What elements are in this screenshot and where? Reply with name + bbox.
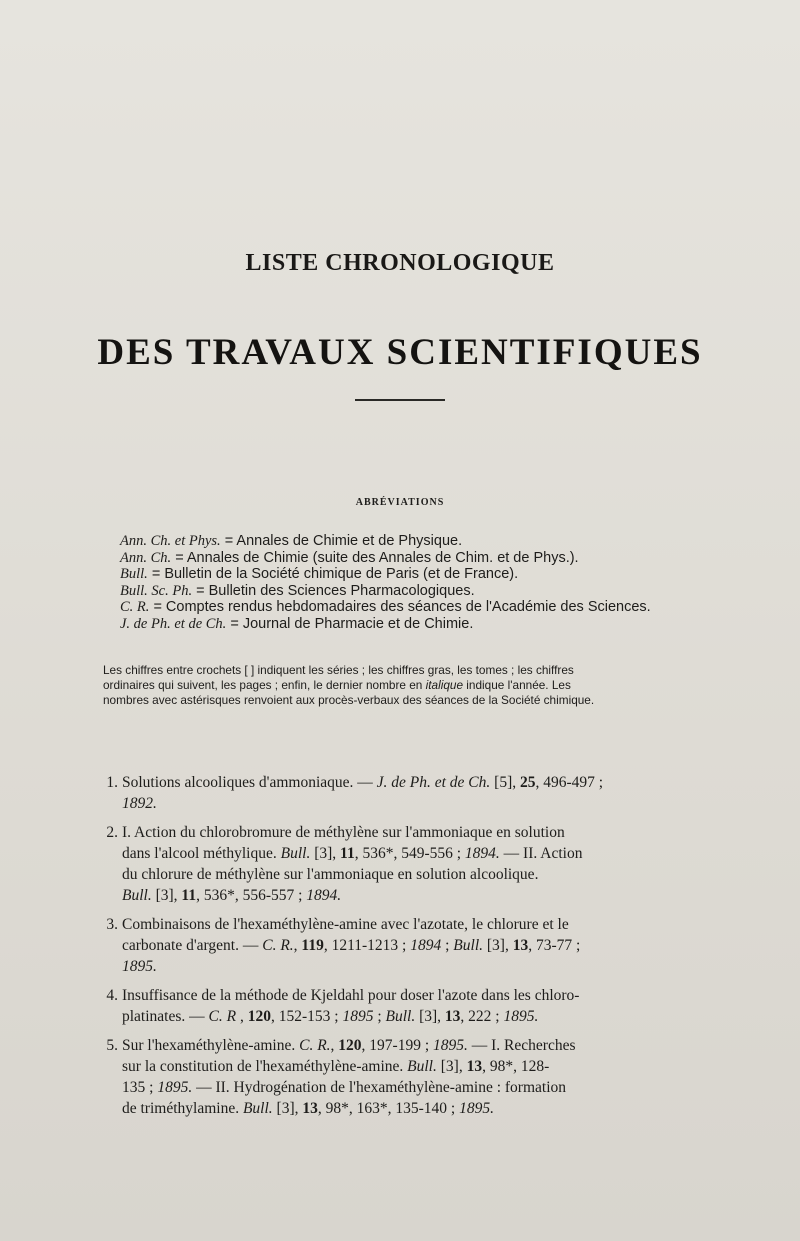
ref-text: platinates. — — [122, 1008, 209, 1025]
abbreviation-entry — [120, 599, 700, 616]
reference-number: 5. — [106, 1037, 118, 1054]
ref-text: , — [293, 937, 302, 954]
ref-text: , 536*, 556-557 ; — [196, 887, 307, 904]
ref-text: , 73-77 ; — [528, 937, 581, 954]
reference-line — [122, 793, 686, 814]
ref-volume: 11 — [181, 887, 197, 904]
ref-year: 1895. — [157, 1079, 193, 1096]
note-italic-word: italique — [425, 678, 464, 692]
reference-line: Combinaisons de l'hexaméthylène-amine avec l'azotate, le chlorure et le — [122, 916, 569, 933]
abbreviation-meaning: = Comptes rendus hebdomadaires des séances de l'Académie des Sciences. — [153, 599, 651, 615]
ref-journal: C. R. — [299, 1037, 331, 1054]
reference-item — [96, 822, 686, 906]
title-line-2: DES TRAVAUX SCIENTIFIQUES — [97, 331, 703, 373]
ref-text: , — [236, 1008, 248, 1025]
ref-year: 1892. — [122, 795, 157, 812]
ref-journal: C. R — [208, 1008, 237, 1025]
reference-line: du chlorure de méthylène sur l'ammoniaque en solution alcoolique. — [122, 866, 539, 883]
ref-text: , 222 ; — [460, 1008, 504, 1025]
ref-journal: Bull. — [242, 1100, 273, 1117]
reference-line — [122, 843, 686, 864]
reference-line — [122, 1077, 686, 1098]
ref-text: [3], — [415, 1008, 445, 1025]
abbreviation-entry — [120, 616, 700, 633]
ref-volume: 13 — [512, 937, 529, 954]
abbreviation-meaning: = Journal de Pharmacie et de Chimie. — [230, 615, 474, 632]
ref-text: [3], — [483, 937, 513, 954]
ref-text: , — [330, 1037, 339, 1054]
reference-line — [122, 1056, 686, 1077]
reference-line — [122, 772, 686, 793]
reference-line — [122, 1035, 686, 1056]
abbreviation-entry — [120, 550, 700, 567]
ref-year: 1895. — [459, 1100, 494, 1117]
ref-text: , 197-199 ; — [361, 1037, 434, 1054]
ref-text: , 536*, 549-556 ; — [354, 845, 465, 862]
ref-text: carbonate d'argent. — — [122, 937, 263, 954]
reference-number: 4. — [106, 987, 118, 1004]
ref-year: 1895 — [342, 1008, 374, 1025]
note-line: Les chiffres entre crochets [ ] indiquent les séries ; les chiffres gras, les tomes ; les chiffres — [103, 663, 574, 677]
note-text: indique l'année. Les — [463, 678, 571, 692]
title-line-1: LISTE CHRONOLOGIQUE — [245, 250, 555, 277]
ref-year: 1894 — [410, 937, 442, 954]
ref-journal: C. R. — [262, 937, 294, 954]
abbreviation-meaning: = Bulletin de la Société chimique de Paris (et de France). — [151, 566, 519, 582]
abbreviation-meaning: = Annales de Chimie (suite des Annales de Chim. et de Phys.). — [175, 549, 579, 566]
ref-text: — II. Hydrogénation de l'hexaméthylène-amine : formation — [192, 1079, 566, 1096]
reference-line — [122, 885, 686, 906]
ref-journal: Bull. — [453, 937, 484, 954]
abbreviation-entry — [120, 566, 700, 583]
ref-journal: Bull. — [385, 1008, 416, 1025]
ref-text: sur la constitution de l'hexaméthylène-amine. — [122, 1058, 408, 1075]
ref-text: — II. Action — [499, 845, 583, 862]
ref-text: , 98*, 163*, 135-140 ; — [317, 1100, 460, 1117]
ref-text: [3], — [151, 887, 182, 904]
ref-text: 135 ; — [122, 1079, 158, 1096]
ref-text: Solutions alcooliques d'ammoniaque. — — [122, 774, 377, 791]
ref-text: , 152-153 ; — [270, 1008, 343, 1025]
abbreviation-entry — [120, 533, 700, 550]
ref-text: [5], — [490, 774, 520, 791]
reference-line — [122, 956, 686, 977]
ref-text: Sur l'hexaméthylène-amine. — [122, 1037, 300, 1054]
ref-journal: Bull. — [280, 845, 311, 862]
abbreviation-entry — [120, 583, 700, 600]
abbreviations-list — [120, 533, 700, 632]
abbreviation-meaning: = Annales de Chimie et de Physique. — [224, 533, 463, 549]
ref-volume: 119 — [301, 937, 324, 954]
reference-line — [122, 935, 686, 956]
abbreviation-term: J. de Ph. et de Ch. — [120, 615, 227, 632]
note-line — [103, 678, 685, 693]
reference-number: 2. — [106, 824, 118, 841]
ref-text: ; — [373, 1008, 386, 1025]
ref-journal: Bull. — [407, 1058, 437, 1075]
ref-text: — I. Recherches — [467, 1037, 576, 1054]
ref-journal: Bull. — [122, 887, 152, 904]
reference-line — [122, 1006, 686, 1027]
reference-item — [96, 914, 686, 977]
ref-volume: 11 — [340, 845, 355, 862]
reference-line: I. Action du chlorobromure de méthylène sur l'ammoniaque en solution — [122, 824, 565, 841]
ref-year: 1895. — [122, 958, 157, 975]
abbreviation-meaning: = Bulletin des Sciences Pharmacologiques. — [196, 582, 475, 599]
ref-volume: 13 — [444, 1008, 461, 1025]
abbreviation-term: C. R. — [120, 599, 150, 615]
ref-year: 1895. — [503, 1008, 539, 1025]
abbreviation-term: Bull. Sc. Ph. — [120, 582, 193, 599]
ref-text: [3], — [310, 845, 341, 862]
ref-text: [3], — [436, 1058, 467, 1075]
ref-text: , 1211-1213 ; — [323, 937, 411, 954]
reference-line — [122, 1098, 686, 1119]
title-rule — [355, 399, 445, 401]
reference-line: Insuffisance de la méthode de Kjeldahl pour doser l'azote dans les chloro- — [122, 987, 580, 1004]
abbreviations-heading: ABRÉVIATIONS — [355, 497, 445, 508]
abbreviation-term: Bull. — [120, 566, 148, 582]
references-list — [96, 772, 686, 1127]
ref-journal: J. de Ph. et de Ch. — [376, 774, 491, 791]
reference-number: 1. — [106, 774, 118, 791]
ref-text: ; — [441, 937, 454, 954]
ref-year: 1894. — [464, 845, 500, 862]
ref-year: 1895. — [433, 1037, 468, 1054]
note-text: ordinaires qui suivent, les pages ; enfin, le dernier nombre en — [103, 678, 426, 692]
ref-volume: 25 — [519, 774, 536, 791]
ref-volume: 120 — [338, 1037, 362, 1054]
reference-item — [96, 1035, 686, 1119]
note-line: nombres avec astérisques renvoient aux procès-verbaux des séances de la Société chimique. — [103, 693, 595, 707]
ref-text: , 496-497 ; — [535, 774, 604, 791]
reference-number: 3. — [106, 916, 118, 933]
ref-text: , 98*, 128- — [482, 1058, 550, 1075]
ref-volume: 13 — [302, 1100, 318, 1117]
abbreviation-term: Ann. Ch. — [120, 549, 172, 566]
ref-volume: 13 — [466, 1058, 483, 1075]
ref-text: de triméthylamine. — [122, 1100, 243, 1117]
notation-note — [103, 663, 685, 708]
ref-year: 1894. — [306, 887, 342, 904]
ref-volume: 120 — [247, 1008, 271, 1025]
reference-item — [96, 772, 686, 814]
reference-item — [96, 985, 686, 1027]
ref-text: dans l'alcool méthylique. — [122, 845, 281, 862]
abbreviation-term: Ann. Ch. et Phys. — [120, 533, 221, 549]
ref-text: [3], — [272, 1100, 303, 1117]
